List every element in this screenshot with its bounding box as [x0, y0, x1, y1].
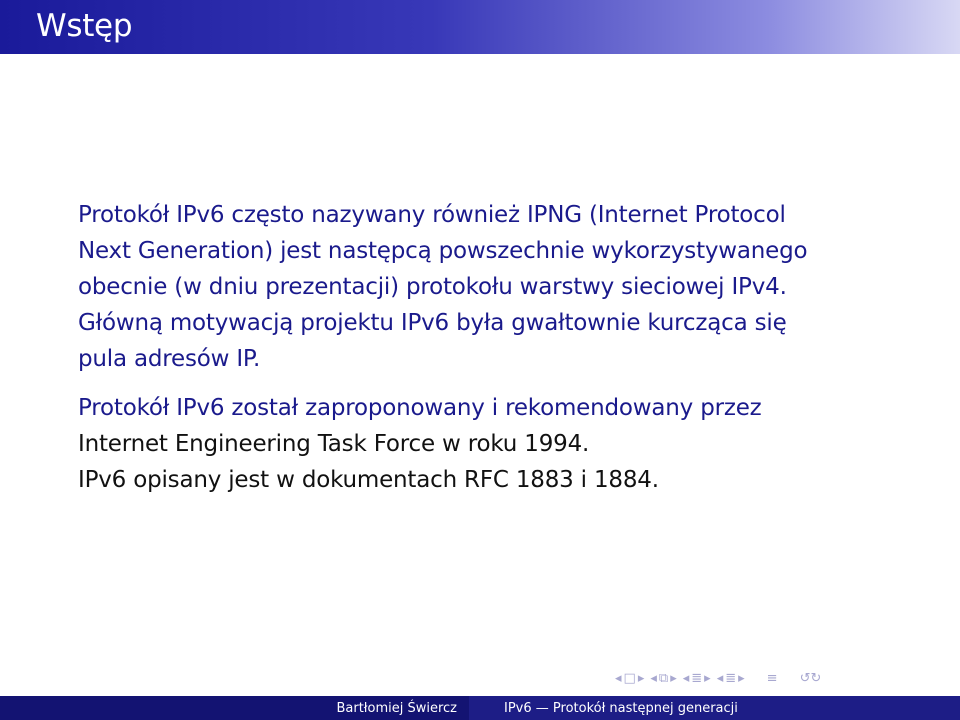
nav-subsection-icon[interactable]: ≣ — [725, 671, 737, 686]
nav-slide-group — [615, 672, 644, 686]
nav-section-group — [683, 672, 711, 686]
text-line: Protokół IPv6 często nazywany również IPNG (Internet Protocol — [78, 202, 786, 228]
nav-right-arrow-icon[interactable]: ▸ — [670, 671, 677, 686]
paragraph-intro — [78, 197, 898, 377]
nav-frame-icon[interactable]: □ — [623, 671, 636, 686]
footer-author: Bartłomiej Świercz — [336, 700, 457, 716]
text-line: IPv6 opisany jest w dokumentach RFC 1883 i 1884. — [78, 467, 659, 493]
footer-author-box — [0, 696, 469, 720]
nav-left-arrow-icon[interactable]: ◂ — [650, 671, 657, 686]
footer-title-box — [469, 696, 960, 720]
text-line: Internet Engineering Task Force w roku 1994. — [78, 431, 590, 457]
text-line: Główną motywacją projektu IPv6 była gwałtownie kurcząca się — [78, 310, 787, 336]
footer — [0, 696, 960, 720]
frame-title: Wstęp — [36, 8, 133, 44]
footer-title: IPv6 — Protokół następnej generacji — [504, 700, 738, 716]
nav-right-arrow-icon[interactable]: ▸ — [637, 671, 645, 686]
nav-subsection-group — [717, 672, 745, 686]
nav-left-arrow-icon[interactable]: ◂ — [716, 671, 724, 686]
nav-left-arrow-icon[interactable]: ◂ — [615, 671, 622, 686]
text-line: Next Generation) jest następcą powszechnie wykorzystywanego — [78, 238, 808, 264]
nav-align-icon[interactable]: ≡ — [766, 671, 778, 686]
text-line: pula adresów IP. — [78, 346, 261, 372]
text-line: obecnie (w dniu prezentacji) protokołu warstwy sieciowej IPv4. — [78, 274, 787, 300]
nav-frame-stack-icon[interactable]: ⧉ — [658, 671, 669, 686]
slide-content — [78, 197, 898, 498]
paragraph-ietf — [78, 390, 898, 498]
nav-right-arrow-icon[interactable]: ▸ — [738, 671, 745, 686]
nav-section-icon[interactable]: ≣ — [691, 671, 703, 686]
nav-search-icon[interactable]: ↺↻ — [799, 671, 822, 686]
text-line: Protokół IPv6 został zaproponowany i rekomendowany przez — [78, 395, 762, 421]
navigation-bar — [615, 668, 955, 690]
nav-frame-group — [650, 672, 676, 686]
nav-left-arrow-icon[interactable]: ◂ — [682, 671, 690, 686]
nav-right-arrow-icon[interactable]: ▸ — [704, 671, 711, 686]
title-bar — [0, 0, 960, 54]
